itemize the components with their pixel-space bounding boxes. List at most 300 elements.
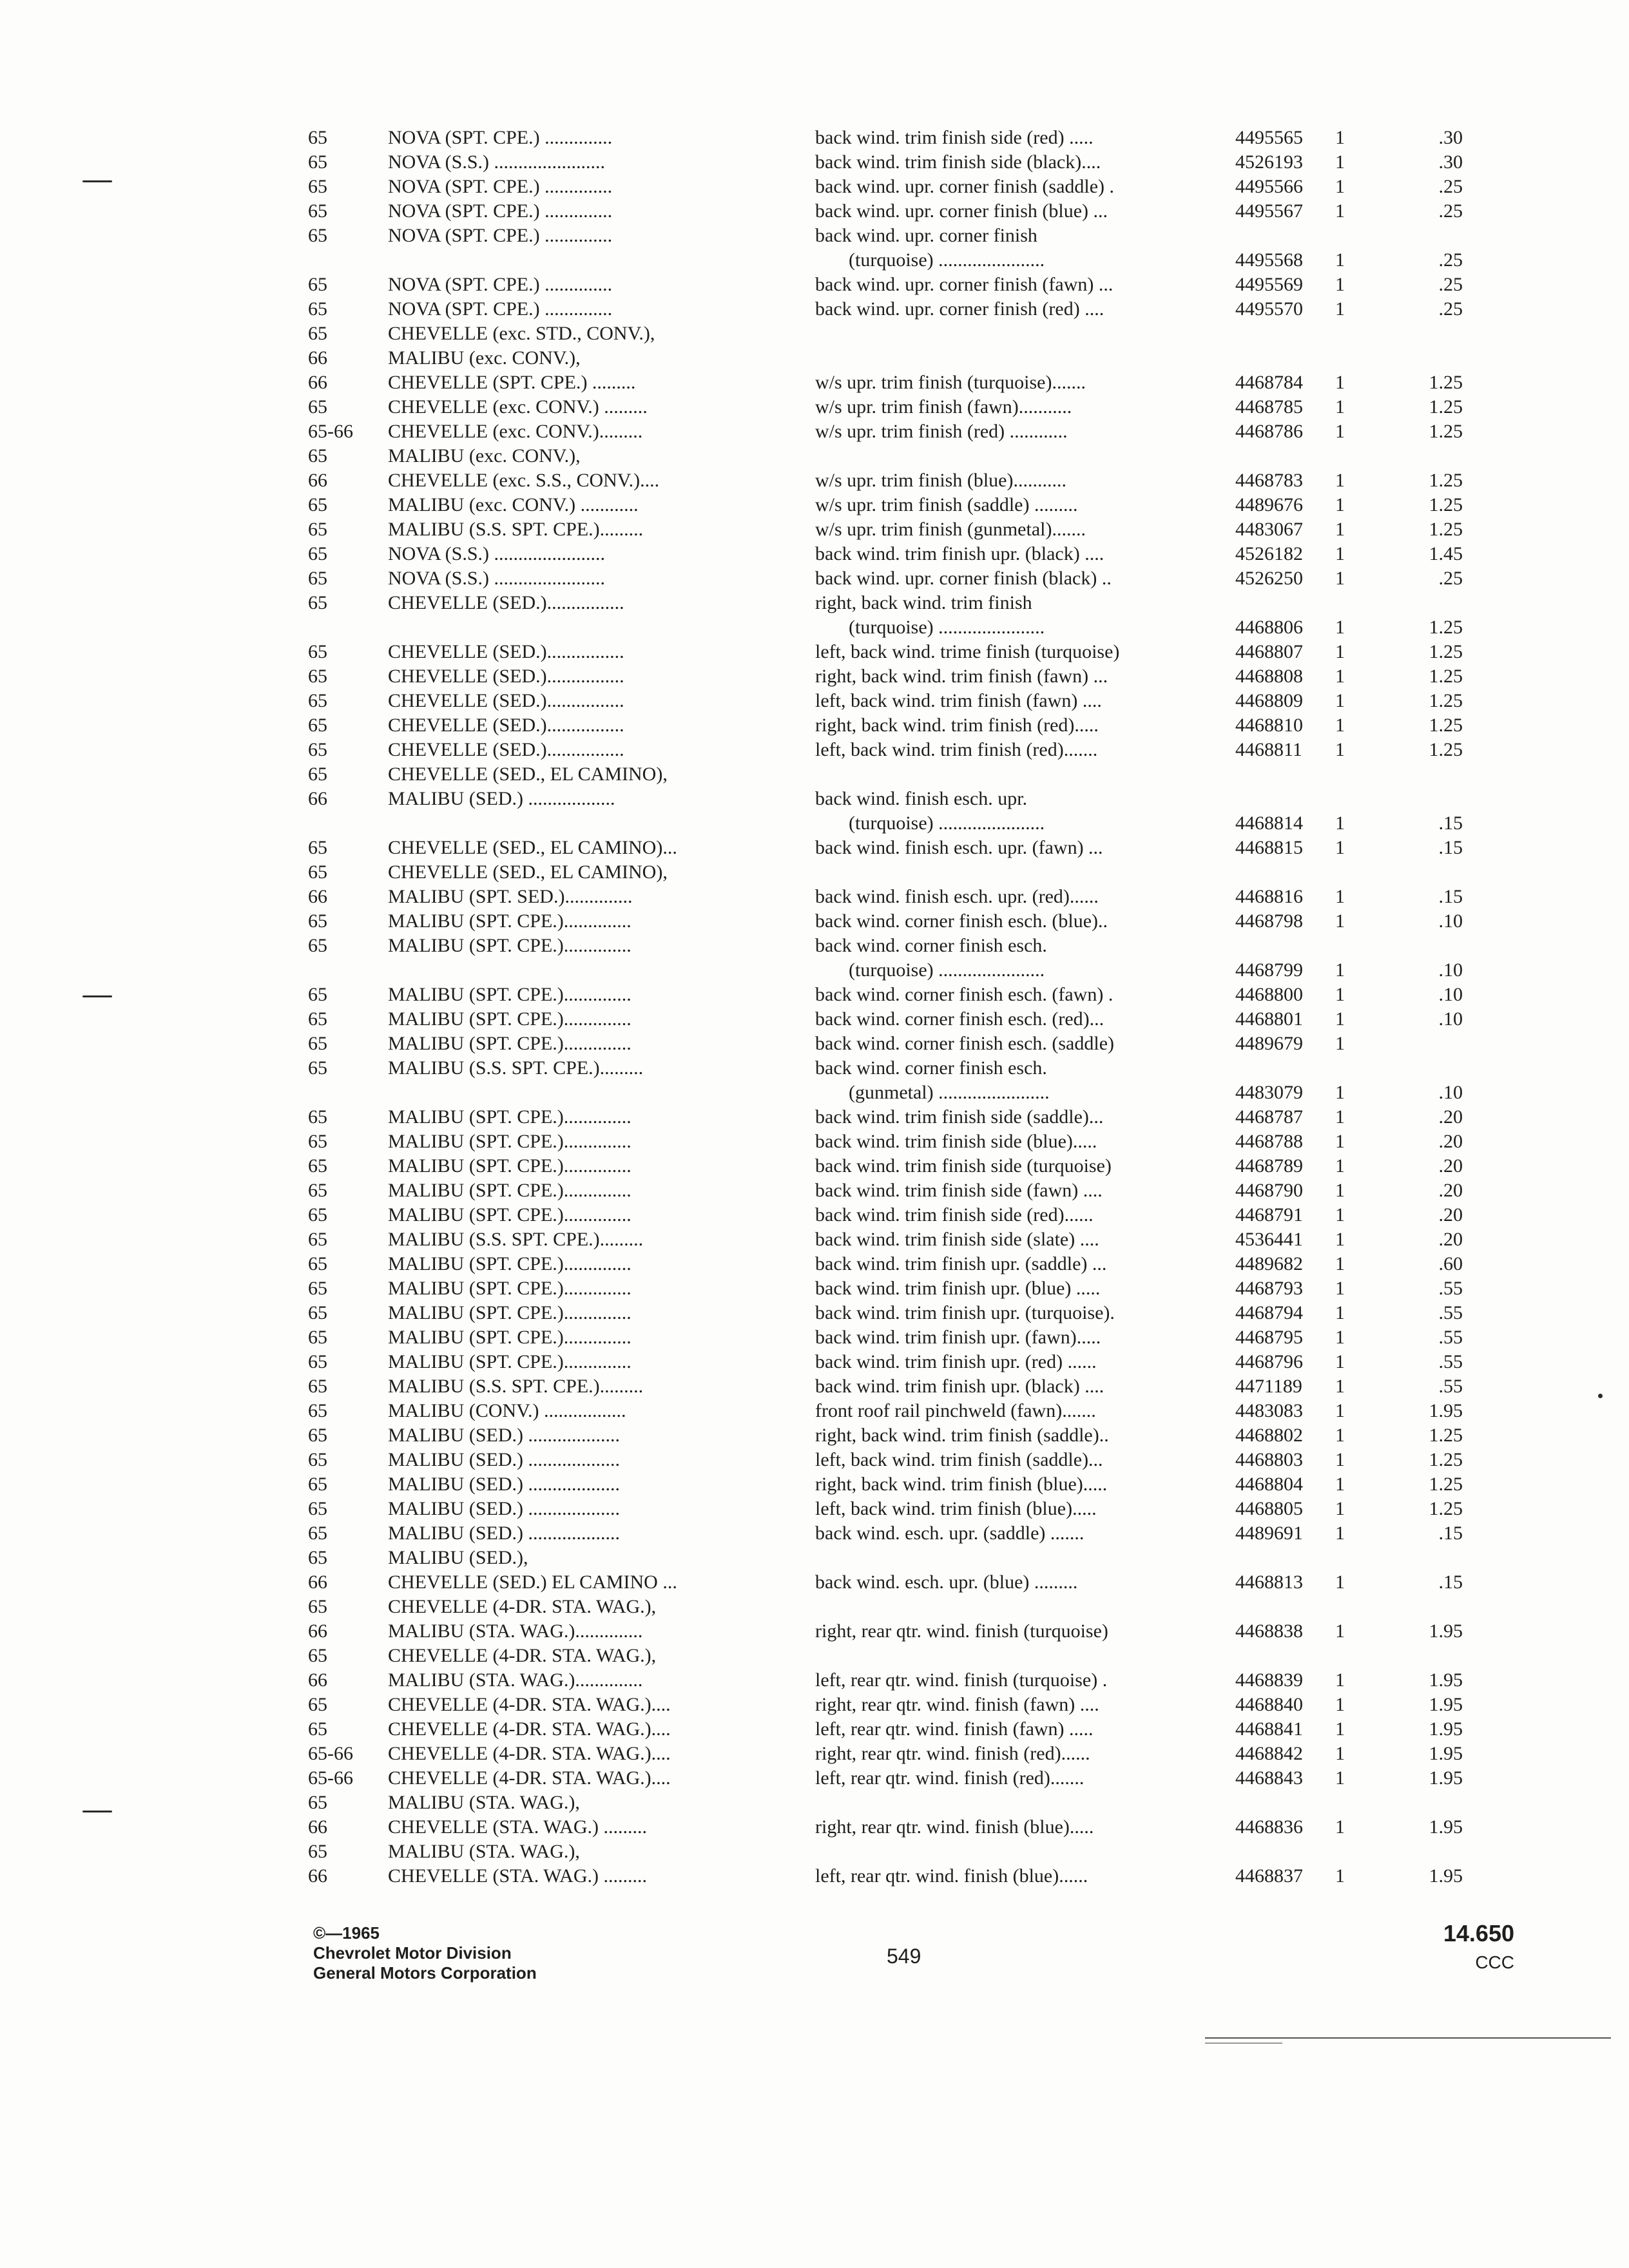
table-row — [0, 493, 1629, 517]
part-number-cell: 4468791 — [1235, 1204, 1303, 1225]
year-cell: 65 — [308, 1400, 327, 1421]
price-cell: .25 — [1438, 274, 1463, 295]
description-cell: back wind. esch. upr. (saddle) ....... — [815, 1523, 1084, 1544]
part-number-cell: 4495567 — [1235, 200, 1303, 222]
table-row — [0, 322, 1629, 346]
model-cell: NOVA (S.S.) ....................... — [388, 543, 605, 564]
quantity-cell: 1 — [1335, 1474, 1345, 1495]
description-cell: back wind. trim finish side (blue)..... — [815, 1131, 1097, 1152]
part-number-cell: 4468814 — [1235, 812, 1303, 834]
price-cell: 1.25 — [1429, 470, 1463, 491]
price-cell: .10 — [1438, 959, 1463, 981]
year-cell: 65 — [308, 151, 327, 173]
price-cell: 1.25 — [1429, 1498, 1463, 1519]
price-cell: 1.45 — [1429, 543, 1463, 564]
description-cell: back wind. corner finish esch. — [815, 1057, 1047, 1079]
quantity-cell: 1 — [1335, 1106, 1345, 1128]
table-row — [0, 738, 1629, 762]
table-row — [0, 689, 1629, 713]
price-cell: .10 — [1438, 1082, 1463, 1103]
model-cell: MALIBU (SPT. CPE.).............. — [388, 1327, 631, 1348]
year-cell: 65 — [308, 764, 327, 785]
year-cell: 65-66 — [308, 1767, 353, 1789]
part-number-cell: 4468794 — [1235, 1302, 1303, 1323]
description-cell: back wind. esch. upr. (blue) ......... — [815, 1571, 1078, 1593]
table-row — [0, 395, 1629, 419]
year-cell: 65 — [308, 1302, 327, 1323]
year-cell: 65 — [308, 1474, 327, 1495]
price-cell: 1.25 — [1429, 739, 1463, 760]
year-cell: 65 — [308, 739, 327, 760]
description-cell: back wind. trim finish upr. (black) .... — [815, 1376, 1104, 1397]
table-row — [0, 419, 1629, 444]
model-cell: CHEVELLE (4-DR. STA. WAG.).... — [388, 1743, 671, 1764]
table-row — [0, 1129, 1629, 1154]
table-row — [0, 787, 1629, 811]
quantity-cell: 1 — [1335, 666, 1345, 687]
year-cell: 65 — [308, 1057, 327, 1079]
description-cell: back wind. corner finish esch. (blue).. — [815, 910, 1108, 932]
price-cell: 1.25 — [1429, 519, 1463, 540]
model-cell: NOVA (SPT. CPE.) .............. — [388, 176, 613, 197]
description-cell: back wind. corner finish esch. — [815, 935, 1047, 956]
price-cell: .15 — [1438, 1571, 1463, 1593]
year-cell: 65 — [308, 323, 327, 344]
table-row — [0, 1644, 1629, 1668]
model-cell: CHEVELLE (exc. CONV.)......... — [388, 421, 643, 442]
table-row — [0, 566, 1629, 591]
table-row — [0, 1791, 1629, 1815]
table-row — [0, 591, 1629, 615]
year-cell: 65 — [308, 1694, 327, 1715]
part-number-cell: 4495569 — [1235, 274, 1303, 295]
quantity-cell: 1 — [1335, 200, 1345, 222]
table-row — [0, 150, 1629, 175]
part-number-cell: 4495570 — [1235, 298, 1303, 320]
description-cell: left, rear qtr. wind. finish (fawn) ..... — [815, 1718, 1094, 1740]
model-cell: MALIBU (SPT. CPE.).............. — [388, 1351, 631, 1372]
description-cell: right, back wind. trim finish (blue)..... — [815, 1474, 1108, 1495]
table-row — [0, 1472, 1629, 1497]
price-cell: .20 — [1438, 1155, 1463, 1177]
quantity-cell: 1 — [1335, 641, 1345, 662]
description-cell: right, rear qtr. wind. finish (fawn) .... — [815, 1694, 1099, 1715]
model-cell: MALIBU (SED.) ................... — [388, 1425, 620, 1446]
part-number-cell: 4468784 — [1235, 372, 1303, 393]
table-row — [0, 1252, 1629, 1276]
price-cell: .25 — [1438, 568, 1463, 589]
model-cell: CHEVELLE (SED.)................ — [388, 739, 624, 760]
price-cell: .25 — [1438, 249, 1463, 271]
description-cell: right, back wind. trim finish — [815, 592, 1032, 613]
model-cell: CHEVELLE (4-DR. STA. WAG.), — [388, 1596, 657, 1617]
model-cell: MALIBU (SPT. CPE.).............. — [388, 984, 631, 1005]
price-cell: .15 — [1438, 886, 1463, 907]
model-cell: MALIBU (SPT. CPE.).............. — [388, 1008, 631, 1030]
quantity-cell: 1 — [1335, 1571, 1345, 1593]
description-cell: back wind. trim finish upr. (turquoise). — [815, 1302, 1115, 1323]
model-cell: MALIBU (S.S. SPT. CPE.)......... — [388, 1229, 644, 1250]
table-row — [0, 370, 1629, 395]
part-number-cell: 4468800 — [1235, 984, 1303, 1005]
model-cell: MALIBU (SED.) ................... — [388, 1474, 620, 1495]
description-cell: back wind. upr. corner finish (red) .... — [815, 298, 1104, 320]
part-number-cell: 4526250 — [1235, 568, 1303, 589]
part-number-cell: 4536441 — [1235, 1229, 1303, 1250]
model-cell: CHEVELLE (SED.)................ — [388, 592, 624, 613]
table-row — [0, 836, 1629, 860]
description-cell: (turquoise) ...................... — [849, 617, 1045, 638]
price-cell: .10 — [1438, 910, 1463, 932]
year-cell: 66 — [308, 470, 327, 491]
price-cell: 1.95 — [1429, 1694, 1463, 1715]
year-cell: 65 — [308, 568, 327, 589]
price-cell: .20 — [1438, 1229, 1463, 1250]
price-cell: 1.25 — [1429, 617, 1463, 638]
part-number-cell: 4468790 — [1235, 1180, 1303, 1201]
description-cell: back wind. trim finish side (red)...... — [815, 1204, 1094, 1225]
part-number-cell: 4468785 — [1235, 396, 1303, 418]
description-cell: back wind. upr. corner finish (saddle) . — [815, 176, 1115, 197]
table-row — [0, 1301, 1629, 1325]
description-cell: back wind. corner finish esch. (red)... — [815, 1008, 1104, 1030]
quantity-cell: 1 — [1335, 1400, 1345, 1421]
year-cell: 65 — [308, 666, 327, 687]
year-cell: 65 — [308, 690, 327, 711]
table-row — [0, 1570, 1629, 1595]
model-cell: MALIBU (SPT. CPE.).............. — [388, 1278, 631, 1299]
quantity-cell: 1 — [1335, 1376, 1345, 1397]
quantity-cell: 1 — [1335, 1327, 1345, 1348]
table-row — [0, 885, 1629, 909]
model-cell: MALIBU (exc. CONV.) ............ — [388, 494, 639, 515]
year-cell: 66 — [308, 1669, 327, 1691]
model-cell: NOVA (S.S.) ....................... — [388, 568, 605, 589]
year-cell: 65 — [308, 1718, 327, 1740]
model-cell: CHEVELLE (STA. WAG.) ......... — [388, 1816, 647, 1838]
year-cell: 65 — [308, 592, 327, 613]
table-row — [0, 248, 1629, 273]
model-cell: MALIBU (SPT. CPE.).............. — [388, 935, 631, 956]
table-row — [0, 517, 1629, 542]
model-cell: CHEVELLE (SED., EL CAMINO)... — [388, 837, 677, 858]
description-cell: back wind. trim finish side (saddle)... — [815, 1106, 1104, 1128]
quantity-cell: 1 — [1335, 690, 1345, 711]
quantity-cell: 1 — [1335, 249, 1345, 271]
quantity-cell: 1 — [1335, 1743, 1345, 1764]
year-cell: 65 — [308, 1596, 327, 1617]
description-cell: w/s upr. trim finish (turquoise)....... — [815, 372, 1086, 393]
price-cell: 1.95 — [1429, 1743, 1463, 1764]
description-cell: w/s upr. trim finish (red) ............ — [815, 421, 1068, 442]
price-cell: .25 — [1438, 298, 1463, 320]
table-row — [0, 640, 1629, 664]
quantity-cell: 1 — [1335, 1694, 1345, 1715]
description-cell: back wind. upr. corner finish (fawn) ... — [815, 274, 1113, 295]
year-cell: 65 — [308, 1498, 327, 1519]
quantity-cell: 1 — [1335, 274, 1345, 295]
year-cell: 66 — [308, 372, 327, 393]
quantity-cell: 1 — [1335, 1718, 1345, 1740]
table-row — [0, 811, 1629, 836]
model-cell: MALIBU (STA. WAG.).............. — [388, 1620, 643, 1642]
part-number-cell: 4468786 — [1235, 421, 1303, 442]
model-cell: MALIBU (SED.), — [388, 1547, 528, 1568]
model-cell: CHEVELLE (SPT. CPE.) ......... — [388, 372, 636, 393]
price-cell: .15 — [1438, 812, 1463, 834]
year-cell: 66 — [308, 788, 327, 809]
table-row — [0, 224, 1629, 248]
part-number-cell: 4468793 — [1235, 1278, 1303, 1299]
model-cell: MALIBU (SPT. CPE.).............. — [388, 1204, 631, 1225]
year-cell: 65 — [308, 396, 327, 418]
model-cell: MALIBU (SPT. CPE.).............. — [388, 1180, 631, 1201]
table-row — [0, 1007, 1629, 1032]
description-cell: right, back wind. trim finish (saddle).. — [815, 1425, 1109, 1446]
quantity-cell: 1 — [1335, 886, 1345, 907]
model-cell: MALIBU (SPT. CPE.).............. — [388, 1106, 631, 1128]
model-cell: CHEVELLE (SED.)................ — [388, 690, 624, 711]
year-cell: 65 — [308, 1351, 327, 1372]
description-cell: (turquoise) ...................... — [849, 249, 1045, 271]
model-cell: MALIBU (STA. WAG.), — [388, 1841, 580, 1862]
quantity-cell: 1 — [1335, 568, 1345, 589]
description-cell: back wind. upr. corner finish — [815, 225, 1037, 246]
price-cell: 1.25 — [1429, 421, 1463, 442]
description-cell: (gunmetal) ....................... — [849, 1082, 1050, 1103]
year-cell: 65 — [308, 837, 327, 858]
table-row — [0, 126, 1629, 150]
table-row — [0, 1399, 1629, 1423]
quantity-cell: 1 — [1335, 984, 1345, 1005]
price-cell: .55 — [1438, 1351, 1463, 1372]
part-number-cell: 4483083 — [1235, 1400, 1303, 1421]
quantity-cell: 1 — [1335, 1425, 1345, 1446]
description-cell: back wind. corner finish esch. (saddle) — [815, 1033, 1115, 1054]
quantity-cell: 1 — [1335, 1131, 1345, 1152]
year-cell: 65 — [308, 1376, 327, 1397]
model-cell: MALIBU (SED.) ................... — [388, 1498, 620, 1519]
table-row — [0, 1668, 1629, 1693]
model-cell: NOVA (SPT. CPE.) .............. — [388, 127, 613, 148]
table-row — [0, 1619, 1629, 1644]
description-cell: back wind. trim finish side (slate) .... — [815, 1229, 1099, 1250]
page-number: 549 — [887, 1945, 921, 1968]
price-cell: 1.25 — [1429, 690, 1463, 711]
quantity-cell: 1 — [1335, 812, 1345, 834]
quantity-cell: 1 — [1335, 1229, 1345, 1250]
part-number-cell: 4468801 — [1235, 1008, 1303, 1030]
part-number-cell: 4489682 — [1235, 1253, 1303, 1274]
model-cell: MALIBU (exc. CONV.), — [388, 347, 581, 369]
part-number-cell: 4468788 — [1235, 1131, 1303, 1152]
description-cell: back wind. trim finish side (red) ..... — [815, 127, 1094, 148]
price-cell: .30 — [1438, 127, 1463, 148]
price-cell: .15 — [1438, 837, 1463, 858]
table-row — [0, 1742, 1629, 1766]
description-cell: left, back wind. trime finish (turquoise) — [815, 641, 1120, 662]
quantity-cell: 1 — [1335, 151, 1345, 173]
section-number: 14.650 — [1443, 1920, 1514, 1946]
quantity-cell: 1 — [1335, 617, 1345, 638]
year-cell: 65 — [308, 1229, 327, 1250]
price-cell: .10 — [1438, 984, 1463, 1005]
part-number-cell: 4526193 — [1235, 151, 1303, 173]
table-row — [0, 1521, 1629, 1546]
model-cell: MALIBU (SPT. SED.).............. — [388, 886, 633, 907]
part-number-cell: 4468838 — [1235, 1620, 1303, 1642]
table-row — [0, 175, 1629, 199]
price-cell: 1.25 — [1429, 666, 1463, 687]
table-row — [0, 1032, 1629, 1056]
year-cell: 65 — [308, 984, 327, 1005]
part-number-cell: 4468809 — [1235, 690, 1303, 711]
description-cell: front roof rail pinchweld (fawn)....... — [815, 1400, 1096, 1421]
year-cell: 65 — [308, 715, 327, 736]
table-row — [0, 346, 1629, 370]
year-cell: 66 — [308, 1620, 327, 1642]
model-cell: CHEVELLE (exc. STD., CONV.), — [388, 323, 655, 344]
model-cell: CHEVELLE (4-DR. STA. WAG.).... — [388, 1694, 671, 1715]
table-row — [0, 762, 1629, 787]
table-row — [0, 1815, 1629, 1840]
quantity-cell: 1 — [1335, 396, 1345, 418]
description-cell: back wind. upr. corner finish (black) .. — [815, 568, 1112, 589]
quantity-cell: 1 — [1335, 1302, 1345, 1323]
model-cell: MALIBU (STA. WAG.), — [388, 1792, 580, 1813]
price-cell: .10 — [1438, 1008, 1463, 1030]
part-number-cell: 4495566 — [1235, 176, 1303, 197]
model-cell: MALIBU (SPT. CPE.).............. — [388, 1155, 631, 1177]
description-cell: right, back wind. trim finish (red)..... — [815, 715, 1099, 736]
description-cell: right, rear qtr. wind. finish (red)...... — [815, 1743, 1090, 1764]
year-cell: 65 — [308, 1131, 327, 1152]
description-cell: back wind. upr. corner finish (blue) ... — [815, 200, 1108, 222]
model-cell: CHEVELLE (4-DR. STA. WAG.), — [388, 1645, 657, 1666]
price-cell: 1.95 — [1429, 1816, 1463, 1838]
model-cell: NOVA (SPT. CPE.) .............. — [388, 298, 613, 320]
table-row — [0, 199, 1629, 224]
model-cell: CHEVELLE (4-DR. STA. WAG.).... — [388, 1718, 671, 1740]
price-cell: .60 — [1438, 1253, 1463, 1274]
year-cell: 66 — [308, 886, 327, 907]
table-row — [0, 1325, 1629, 1350]
model-cell: MALIBU (SPT. CPE.).............. — [388, 1302, 631, 1323]
part-number-cell: 4468810 — [1235, 715, 1303, 736]
part-number-cell: 4489691 — [1235, 1523, 1303, 1544]
part-number-cell: 4468787 — [1235, 1106, 1303, 1128]
year-cell: 66 — [308, 1571, 327, 1593]
description-cell: back wind. finish esch. upr. — [815, 788, 1028, 809]
year-cell: 65 — [308, 1155, 327, 1177]
part-number-cell: 4526182 — [1235, 543, 1303, 564]
price-cell: 1.25 — [1429, 1474, 1463, 1495]
price-cell: 1.25 — [1429, 1449, 1463, 1470]
bottom-rule-short — [1205, 2042, 1282, 2044]
part-number-cell: 4468804 — [1235, 1474, 1303, 1495]
quantity-cell: 1 — [1335, 739, 1345, 760]
part-number-cell: 4468816 — [1235, 886, 1303, 907]
description-cell: w/s upr. trim finish (gunmetal)....... — [815, 519, 1086, 540]
quantity-cell: 1 — [1335, 1816, 1345, 1838]
part-number-cell: 4468805 — [1235, 1498, 1303, 1519]
quantity-cell: 1 — [1335, 1669, 1345, 1691]
model-cell: CHEVELLE (4-DR. STA. WAG.).... — [388, 1767, 671, 1789]
description-cell: left, back wind. trim finish (fawn) .... — [815, 690, 1102, 711]
table-row — [0, 615, 1629, 640]
year-cell: 65 — [308, 1792, 327, 1813]
table-row — [0, 1276, 1629, 1301]
year-cell: 65 — [308, 1841, 327, 1862]
price-cell: .55 — [1438, 1327, 1463, 1348]
model-cell: NOVA (S.S.) ....................... — [388, 151, 605, 173]
quantity-cell: 1 — [1335, 1449, 1345, 1470]
quantity-cell: 1 — [1335, 1204, 1345, 1225]
part-number-cell: 4468815 — [1235, 837, 1303, 858]
table-row — [0, 1105, 1629, 1129]
quantity-cell: 1 — [1335, 1767, 1345, 1789]
quantity-cell: 1 — [1335, 176, 1345, 197]
model-cell: MALIBU (SED.) .................. — [388, 788, 615, 809]
description-cell: back wind. trim finish upr. (black) .... — [815, 543, 1104, 564]
model-cell: CHEVELLE (SED.)................ — [388, 715, 624, 736]
description-cell: right, rear qtr. wind. finish (turquoise) — [815, 1620, 1108, 1642]
table-row — [0, 1178, 1629, 1203]
part-number-cell: 4468841 — [1235, 1718, 1303, 1740]
model-cell: CHEVELLE (STA. WAG.) ......... — [388, 1865, 647, 1887]
part-number-cell: 4495565 — [1235, 127, 1303, 148]
model-cell: MALIBU (S.S. SPT. CPE.)......... — [388, 1376, 644, 1397]
table-row — [0, 1717, 1629, 1742]
quantity-cell: 1 — [1335, 1498, 1345, 1519]
table-row — [0, 1350, 1629, 1374]
price-cell: 1.25 — [1429, 715, 1463, 736]
quantity-cell: 1 — [1335, 298, 1345, 320]
year-cell: 65 — [308, 1033, 327, 1054]
description-cell: right, rear qtr. wind. finish (blue)..... — [815, 1816, 1094, 1838]
part-number-cell: 4468840 — [1235, 1694, 1303, 1715]
section-code: CCC — [1475, 1952, 1514, 1972]
quantity-cell: 1 — [1335, 1253, 1345, 1274]
quantity-cell: 1 — [1335, 1620, 1345, 1642]
quantity-cell: 1 — [1335, 1180, 1345, 1201]
model-cell: MALIBU (SED.) ................... — [388, 1523, 620, 1544]
part-number-cell: 4468839 — [1235, 1669, 1303, 1691]
table-row — [0, 1081, 1629, 1105]
price-cell: .55 — [1438, 1302, 1463, 1323]
quantity-cell: 1 — [1335, 837, 1345, 858]
model-cell: CHEVELLE (SED.)................ — [388, 641, 624, 662]
description-cell: back wind. trim finish side (fawn) .... — [815, 1180, 1103, 1201]
table-row — [0, 934, 1629, 958]
year-cell: 65 — [308, 200, 327, 222]
model-cell: MALIBU (SPT. CPE.).............. — [388, 910, 631, 932]
description-cell: w/s upr. trim finish (blue)........... — [815, 470, 1066, 491]
part-number-cell: 4468842 — [1235, 1743, 1303, 1764]
description-cell: back wind. trim finish side (turquoise) — [815, 1155, 1112, 1177]
part-number-cell: 4489676 — [1235, 494, 1303, 515]
table-row — [0, 1227, 1629, 1252]
model-cell: NOVA (SPT. CPE.) .............. — [388, 200, 613, 222]
year-cell: 65 — [308, 935, 327, 956]
price-cell: 1.95 — [1429, 1400, 1463, 1421]
part-number-cell: 4468807 — [1235, 641, 1303, 662]
model-cell: NOVA (SPT. CPE.) .............. — [388, 274, 613, 295]
table-row — [0, 860, 1629, 885]
description-cell: left, rear qtr. wind. finish (turquoise) . — [815, 1669, 1108, 1691]
year-cell: 65 — [308, 1008, 327, 1030]
quantity-cell: 1 — [1335, 127, 1345, 148]
